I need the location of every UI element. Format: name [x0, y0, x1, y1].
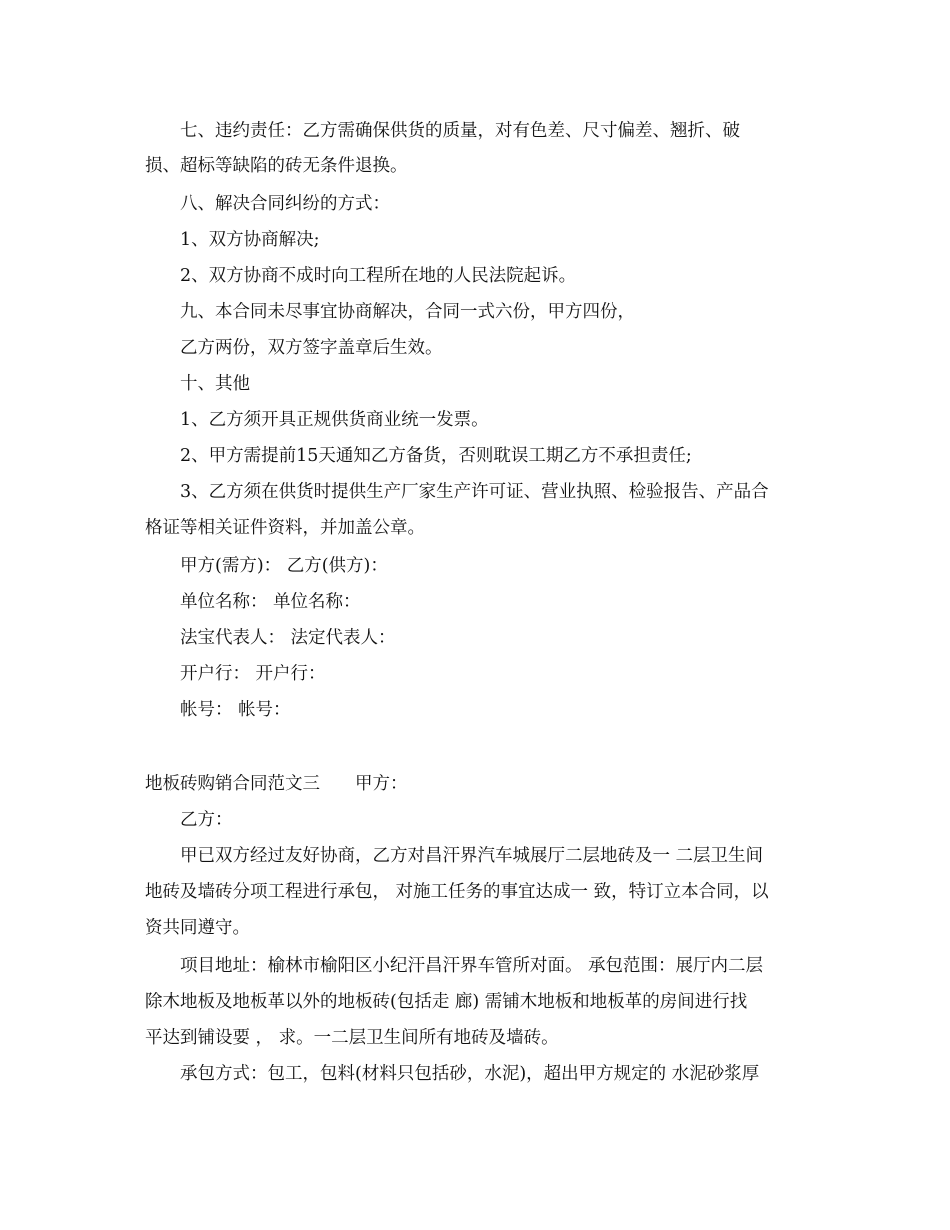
text-line: 平达到铺设要 ， 求。一二层卫生间所有地砖及墙砖。: [145, 1028, 559, 1048]
text-line: 十、其他: [180, 374, 250, 394]
text-line: 2、甲方需提前15天通知乙方备货，否则耽误工期乙方不承担责任;: [180, 446, 692, 466]
text-line: 1、双方协商解决;: [180, 230, 320, 250]
signature-line: 开户行： 开户行：: [180, 664, 326, 684]
text-line: 资共同遵守。: [145, 918, 250, 938]
section-heading: 地板砖购销合同范文三 甲方：: [145, 774, 408, 794]
text-line: 3、乙方须在供货时提供生产厂家生产许可证、营业执照、检验报告、产品合: [180, 482, 769, 502]
text-line: 九、本合同未尽事宜协商解决，合同一式六份，甲方四份，: [180, 302, 635, 322]
text-line: 1、乙方须开具正规供货商业统一发票。: [180, 410, 489, 430]
text-line: 2、双方协商不成时向工程所在地的人民法院起诉。: [180, 266, 577, 286]
text-line: 格证等相关证件资料，并加盖公章。: [145, 518, 425, 538]
signature-line: 单位名称： 单位名称：: [180, 592, 361, 612]
signature-line: 甲方(需方)： 乙方(供方)：: [180, 556, 388, 576]
text-line: 七、违约责任：乙方需确保供货的质量，对有色差、尺寸偏差、翘折、破: [180, 121, 740, 141]
text-line: 承包方式：包工，包料(材料只包括砂，水泥)，超出甲方规定的 水泥砂浆厚: [180, 1064, 760, 1084]
text-line: 项目地址：榆林市榆阳区小纪汗昌汗界车管所对面。 承包范围：展厅内二层: [180, 956, 764, 976]
text-line: 乙方两份，双方签字盖章后生效。: [180, 338, 443, 358]
signature-line: 帐号： 帐号：: [180, 700, 291, 720]
text-line: 地砖及墙砖分项工程进行承包， 对施工任务的事宜达成一 致，特订立本合同，以: [145, 882, 769, 902]
text-line: 损、超标等缺陷的砖无条件退换。: [145, 156, 408, 176]
text-line: 八、解决合同纠纷的方式：: [180, 194, 390, 214]
text-line: 除木地板及地板革以外的地板砖(包括走 廊) 需铺木地板和地板革的房间进行找: [145, 992, 748, 1012]
text-line: 甲已双方经过友好协商，乙方对昌汗界汽车城展厅二层地砖及一 二层卫生间: [180, 846, 764, 866]
text-line: 乙方：: [180, 810, 233, 830]
signature-line: 法宝代表人： 法定代表人：: [180, 628, 396, 648]
